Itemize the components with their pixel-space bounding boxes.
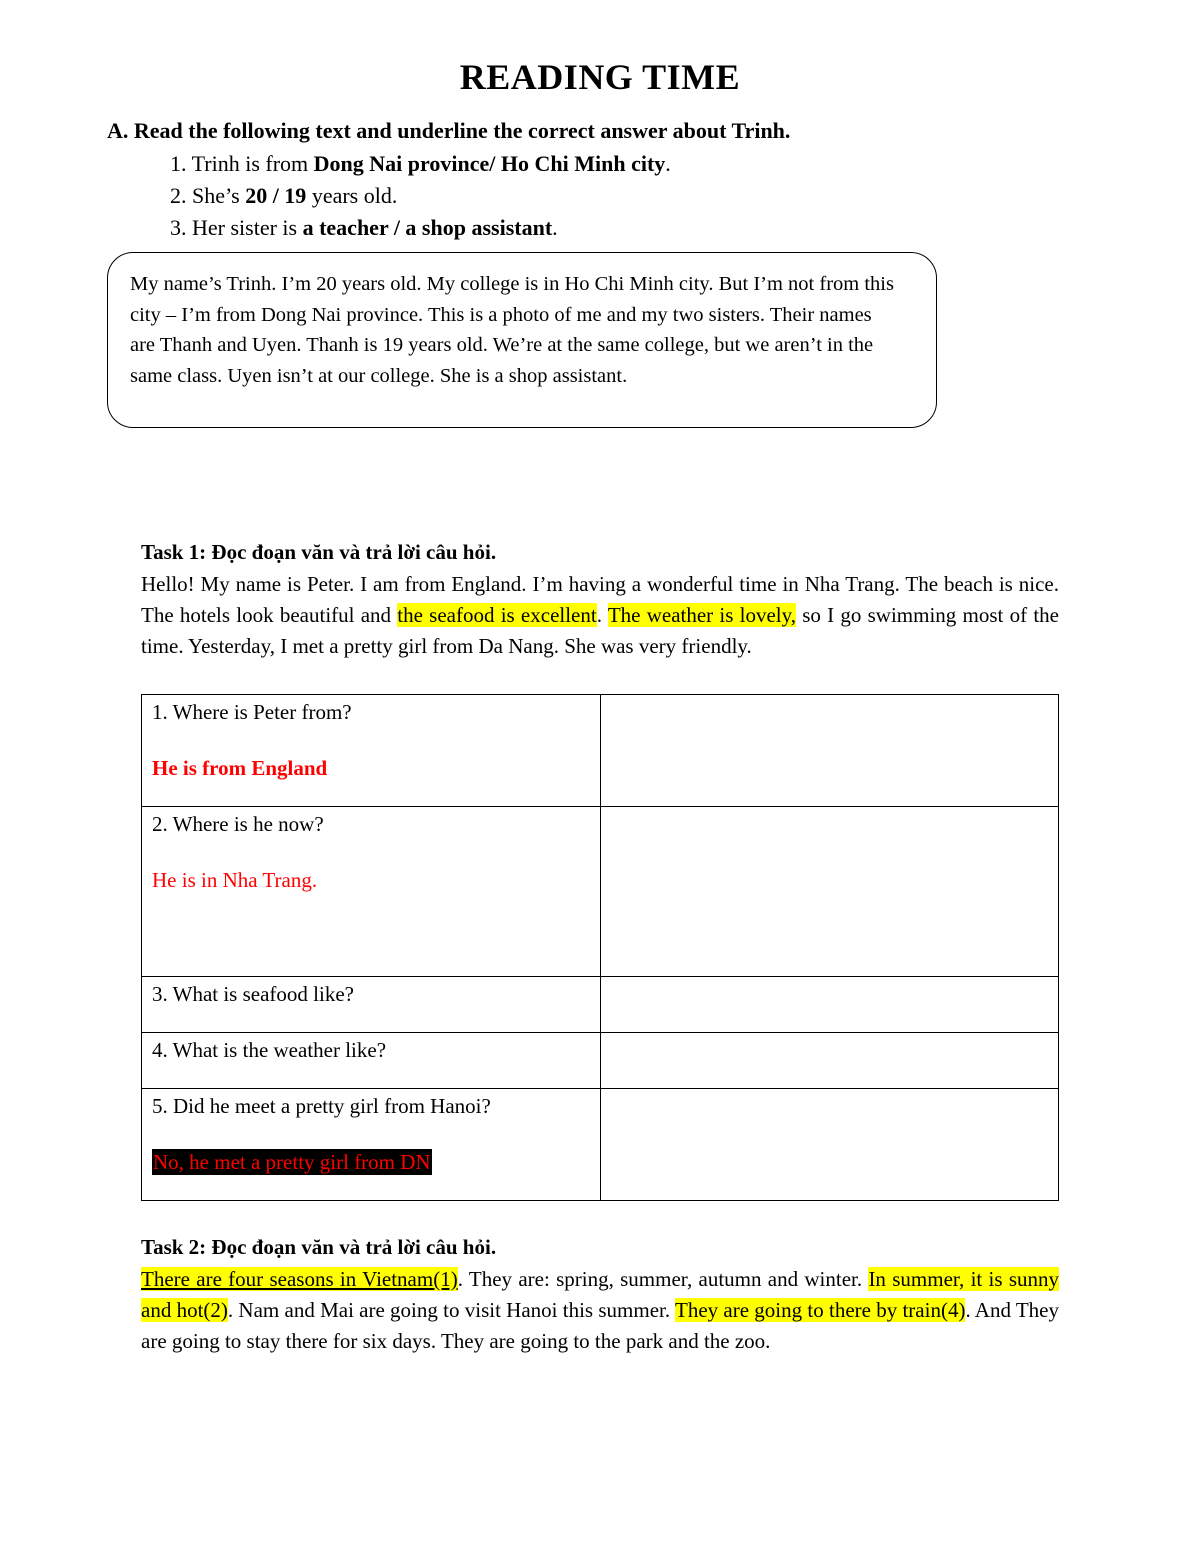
table-row <box>142 977 1059 1033</box>
trinh-passage-box: My name’s Trinh. I’m 20 years old. My college is in Ho Chi Minh city. But I’m not from this city – I’m from Dong Nai province. This is a photo of me and my two sisters. Their names are Thanh and Uyen. Thanh is 19 years old. We’re at the same college, but we aren’t in the same class. Uyen isn’t at our college. She is a shop assistant. <box>107 252 937 428</box>
table-row <box>142 1089 1059 1201</box>
answer-text: He is from England <box>152 756 328 780</box>
question-cell: 5. Did he meet a pretty girl from Hanoi? No, he met a pretty girl from DN <box>142 1089 601 1201</box>
table-row <box>142 1033 1059 1089</box>
task-1-passage: Hello! My name is Peter. I am from England. I’m having a wonderful time in Nha Trang. The beach is nice. The hotels look beautiful and the seafood is excellent. The weather is lovely, so I go swimming most of the time. Yesterday, I met a pretty girl from Da Nang. She was very friendly. <box>141 572 1059 658</box>
question-2: 2. She’s 20 / 19 years old. <box>170 183 398 208</box>
question-3: 3. Her sister is a teacher / a shop assistant. <box>170 215 558 240</box>
answer-text: No, he met a pretty girl from DN <box>153 1150 431 1174</box>
answer-cell[interactable] <box>600 977 1059 1033</box>
page-title: READING TIME <box>459 57 741 97</box>
task-2-passage: There are four seasons in Vietnam(1). They are: spring, summer, autumn and winter. In summer, it is sunny and hot(2). Nam and Mai are going to visit Hanoi this summer. They are going to there by train(4). And They are going to stay there for six days. They are going to the park and the zoo. <box>141 1267 1060 1353</box>
question-cell: 4. What is the weather like? <box>142 1033 601 1089</box>
question-cell: 3. What is seafood like? <box>142 977 601 1033</box>
task-1-answer-table <box>141 694 1059 1201</box>
answer-cell[interactable] <box>600 807 1059 977</box>
table-row <box>142 807 1059 977</box>
highlight-summer: In summer, it is sunny and hot(2) <box>141 1267 1060 1322</box>
task-1-heading: Task 1: Đọc đoạn văn và trả lời câu hỏi. <box>141 540 497 564</box>
table-row <box>142 695 1059 807</box>
answer-cell[interactable] <box>600 1033 1059 1089</box>
answer-cell[interactable] <box>600 1089 1059 1201</box>
question-cell: 1. Where is Peter from? He is from England <box>142 695 601 807</box>
task-2-heading: Task 2: Đọc đoạn văn và trả lời câu hỏi. <box>141 1235 497 1259</box>
question-1: 1. Trinh is from Dong Nai province/ Ho Chi Minh city. <box>170 151 671 176</box>
section-a-heading: A. Read the following text and underline the correct answer about Trinh. <box>107 118 791 143</box>
highlight-weather: The weather is lovely, <box>607 603 797 627</box>
answer-cell[interactable] <box>600 695 1059 807</box>
highlight-seafood: the seafood is excellent <box>397 603 597 627</box>
answer-text: He is in Nha Trang. <box>152 868 318 892</box>
section-a-questions <box>170 148 671 244</box>
highlight-seasons: There are four seasons in Vietnam(1) <box>141 1267 458 1291</box>
question-cell: 2. Where is he now? He is in Nha Trang. <box>142 807 601 977</box>
highlight-train: They are going to there by train(4) <box>675 1298 966 1322</box>
